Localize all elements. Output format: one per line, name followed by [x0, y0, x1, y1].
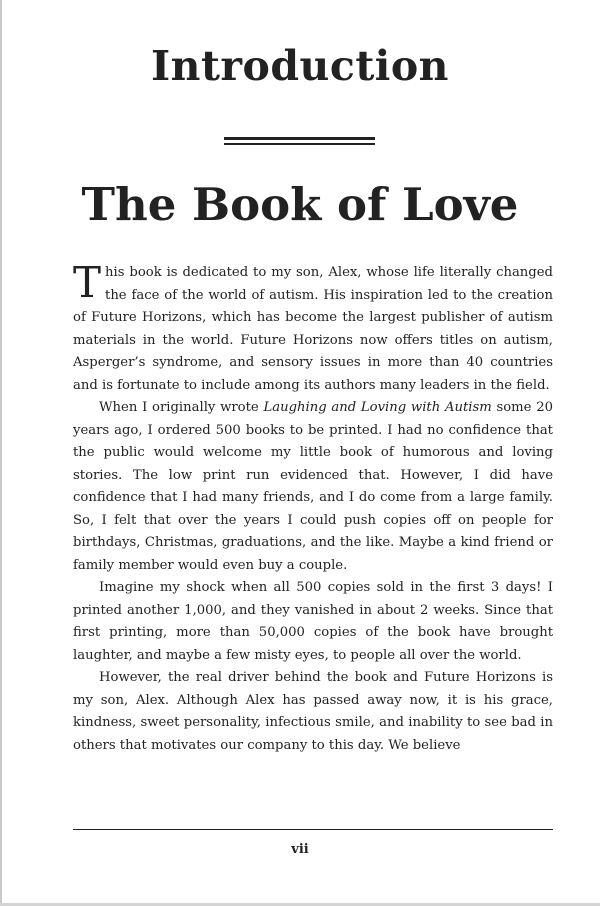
page-number: vii	[291, 842, 309, 857]
paragraph-3	[73, 577, 553, 667]
paragraph-1	[73, 258, 553, 397]
paragraph-4	[73, 667, 553, 757]
body-text	[73, 258, 553, 757]
footer-rule	[73, 829, 553, 830]
section-title: The Book of Love	[81, 178, 519, 231]
divider-line-top	[224, 137, 375, 140]
paragraph-1-text: his book is dedicated to my son, Alex, whose life literally changed the face of the world of autism. His inspiration led to the creation of Future Horizons, which has become the largest publisher of autism materials in the world. Future Horizons now offers titles on autism, Asperger’s syndrome, and sensory issues in more than 40 countries and is fortunate to include among its authors many leaders in the field.	[73, 265, 553, 393]
chapter-title: Introduction	[151, 42, 449, 90]
paragraph-2-text-before: When I originally wrote	[99, 400, 264, 415]
drop-cap: T	[73, 258, 102, 307]
page-left-edge	[0, 0, 2, 906]
paragraph-3-text: Imagine my shock when all 500 copies sold in the first 3 days! I printed another 1,000, and they vanished in about 2 weeks. Since that first printing, more than 50,000 copies of the book have brought laughter, and maybe a few misty eyes, to people all over the world.	[73, 580, 553, 663]
paragraph-2	[73, 397, 553, 577]
divider-line-bottom	[224, 143, 375, 145]
book-title-italic: Laughing and Loving with Autism	[263, 400, 492, 415]
title-divider	[224, 137, 375, 146]
paragraph-2-text-after: some 20 years ago, I ordered 500 books to be printed. I had no confidence that the public would welcome my little book of humorous and loving stories. The low print run evidenced that. However, I did have confidence that I had many friends, and I do come from a large family. So, I felt that over the years I could push copies off on people for birthdays, Christmas, graduations, and the like. Maybe a kind friend or family member would even buy a couple.	[73, 400, 553, 573]
paragraph-4-text: However, the real driver behind the book and Future Horizons is my son, Alex. Although Alex has passed away now, it is his grace, kindness, sweet personality, infectious smile, and inability to see bad in others that motivates our company to this day. We believe	[73, 670, 553, 753]
